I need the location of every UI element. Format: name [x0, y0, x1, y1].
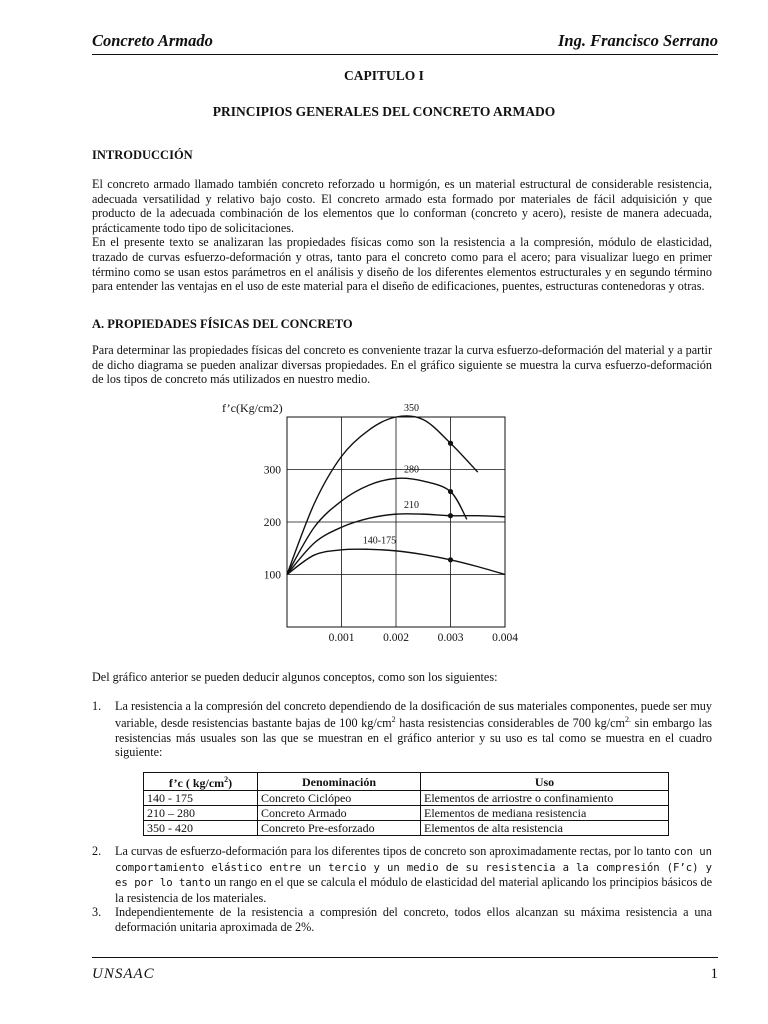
superscript: 2	[224, 775, 229, 784]
list-number: 1.	[92, 698, 102, 713]
curve-280	[287, 478, 467, 574]
header-fc	[144, 773, 258, 791]
list-text: sin embargo las resistencias más usuales son las que se muestran en el gráfico anterior y su uso es tal como se muestra en el cuadro siguiente:	[115, 716, 712, 760]
header-fc-end: )	[228, 776, 233, 790]
header-fc-text: f’c ( kg/cm	[168, 776, 225, 790]
list-item-1	[92, 699, 712, 760]
table-row	[144, 821, 669, 836]
header-title: Concreto Armado	[92, 31, 213, 50]
intro-paragraph-1: El concreto armado llamado también concreto reforzado u hormigón, es un material estructural de considerable resistencia, adecuada versatilidad y relativo bajo costo. El concreto armado esta formado por materiales de fácil adquisición y que producto de la adecuada combinación de los elementos que lo conforman (concreto y acero), resiste de manera adecuada, prácticamente todo tipo de solicitaciones.	[92, 177, 712, 235]
list-number: 2.	[92, 844, 102, 859]
x-tick-label: 0.004	[492, 632, 518, 644]
intro-heading: INTRODUCCIÓN	[92, 148, 193, 162]
chapter-title: CAPITULO I	[344, 68, 424, 83]
intro-text	[92, 177, 712, 294]
table-cell: Concreto Armado	[258, 806, 421, 821]
series-label: 140-175	[362, 535, 397, 547]
page-footer	[92, 957, 718, 982]
footer-institution: UNSAAC	[92, 966, 155, 982]
y-tick-label: 100	[263, 569, 281, 582]
list-item-2	[92, 844, 712, 905]
y-axis-label: f’c(Kg/cm2)	[222, 401, 283, 415]
superscript: 2	[391, 715, 396, 725]
list-text: un rango en el que se calcula el módulo de elasticidad del material aplicando los principios básicos de la resistencia de los materiales.	[115, 875, 712, 905]
chapter-subtitle: PRINCIPIOS GENERALES DEL CONCRETO ARMADO	[212, 104, 556, 119]
table-cell: 210 – 280	[144, 806, 258, 821]
table-row	[144, 791, 669, 806]
table-cell: Concreto Ciclópeo	[258, 791, 421, 806]
table-row	[144, 806, 669, 821]
section-a-paragraph: Para determinar las propiedades físicas del concreto es conveniente trazar la curva esfuerzo-deformación del material y a partir de dicho diagrama se pueden analizar diversas propiedades. En el gráfico siguiente se muestra la curva esfuerzo-deformación de los tipos de concreto más utilizados en nuestro medio.	[92, 343, 712, 387]
marker-point	[448, 489, 453, 494]
x-tick-label: 0.001	[328, 632, 355, 644]
intro-paragraph-2: En el presente texto se analizaran las propiedades físicas como son la resistencia a la compresión, módulo de elasticidad, trazado de curvas esfuerzo-deformación y otras, tanto para el concreto como para el acero; para visualizar luego en primer término como se usan estos parámetros en el análisis y diseño de los diferentes elementos estructurales y en segundo término para entender las ventajas en el uso de este material para el diseño de edificaciones, puentes, estructuras contenedoras y otras.	[92, 235, 712, 294]
page-header	[92, 32, 718, 55]
x-tick-label: 0.002	[383, 632, 409, 644]
list-number: 3.	[92, 905, 102, 920]
series-label: 350	[404, 403, 419, 414]
header-author: Ing. Francisco Serrano	[558, 31, 718, 50]
header-denominacion: Denominación	[258, 773, 421, 791]
list-text: hasta resistencias considerables de 700 kg/cm	[395, 716, 626, 731]
header-uso: Uso	[421, 773, 669, 791]
x-tick-label: 0.003	[437, 632, 464, 644]
marker-point	[448, 441, 453, 446]
series-label: 280	[404, 464, 419, 476]
table-cell: Elementos de mediana resistencia	[421, 806, 669, 821]
table-cell: Elementos de arriostre o confinamiento	[421, 791, 669, 806]
page-number: 1	[710, 966, 718, 982]
table-cell: 140 - 175	[144, 791, 258, 806]
list-item-3	[92, 905, 712, 934]
table-cell: Concreto Pre-esforzado	[258, 821, 421, 836]
list-text-typewriter: con un comportamiento elástico entre un tercio y un medio de su resistencia a la compresión (F’c) y es por lo tanto	[115, 846, 712, 890]
concrete-types-table	[143, 772, 669, 836]
marker-point	[448, 513, 453, 518]
list-text: La curvas de esfuerzo-deformación para los diferentes tipos de concreto son aproximadamente rectas, por lo tanto	[115, 844, 674, 859]
stress-strain-chart	[200, 400, 540, 650]
table-header-row	[144, 773, 669, 791]
table-cell: Elementos de alta resistencia	[421, 821, 669, 836]
superscript: 2.	[625, 715, 632, 725]
series-label: 210	[404, 500, 419, 512]
section-a-heading: A. PROPIEDADES FÍSICAS DEL CONCRETO	[92, 317, 353, 331]
y-tick-label: 200	[263, 517, 281, 529]
y-tick-label: 300	[263, 464, 281, 477]
curve-350	[287, 416, 478, 575]
marker-point	[448, 557, 453, 562]
conclusions-intro: Del gráfico anterior se pueden deducir algunos conceptos, como son los siguientes:	[92, 670, 498, 684]
list-text: La resistencia a la compresión del concreto dependiendo de la dosificación de sus materiales componentes, puede ser muy variable, desde resistencias bastante bajas de 100 kg/cm	[115, 698, 712, 731]
table-cell: 350 - 420	[144, 821, 258, 836]
list-text: Independientemente de la resistencia a compresión del concreto, todos ellos alcanzan su máxima resistencia a una deformación unitaria aproximada de 2%.	[115, 905, 712, 934]
